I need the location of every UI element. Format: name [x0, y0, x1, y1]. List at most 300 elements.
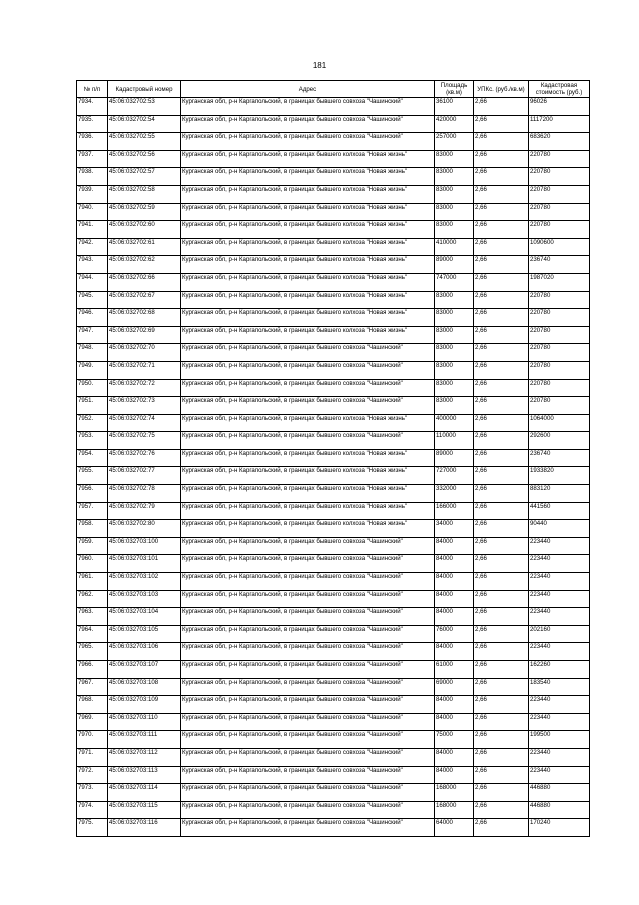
- table-row: [77, 696, 590, 714]
- cell-upks: 2,66: [474, 221, 529, 239]
- cell-cadastral-cost: 446880: [529, 784, 590, 802]
- cell-area: 84000: [435, 608, 474, 626]
- cell-cadastral-cost: 1987020: [529, 273, 590, 291]
- cell-cadastral-number: 45:06:032703:112: [108, 748, 181, 766]
- cell-address: Курганская обл, р-н Каргапольский, в границах бывшего колхоза "Новая жизнь": [181, 326, 435, 344]
- cell-area: 83000: [435, 344, 474, 362]
- cell-cadastral-cost: 1064000: [529, 414, 590, 432]
- cell-cadastral-number: 45:06:032702:68: [108, 309, 181, 327]
- cell-address: Курганская обл, р-н Каргапольский, в границах бывшего совхоза "Чашинский": [181, 115, 435, 133]
- cell-area: 64000: [435, 819, 474, 837]
- cell-num: 7966.: [77, 661, 108, 679]
- cell-cadastral-cost: 220780: [529, 168, 590, 186]
- cell-cadastral-cost: 220780: [529, 185, 590, 203]
- cell-address: Курганская обл, р-н Каргапольский, в границах бывшего совхоза "Чашинский": [181, 432, 435, 450]
- cell-cadastral-cost: 223440: [529, 696, 590, 714]
- cell-address: Курганская обл, р-н Каргапольский, в границах бывшего колхоза "Новая жизнь": [181, 414, 435, 432]
- cell-cadastral-cost: 1090600: [529, 238, 590, 256]
- cell-cadastral-cost: 220780: [529, 397, 590, 415]
- table-row: [77, 608, 590, 626]
- cell-address: Курганская обл, р-н Каргапольский, в границах бывшего колхоза "Новая жизнь": [181, 485, 435, 503]
- table-row: [77, 573, 590, 591]
- cell-upks: 2,66: [474, 344, 529, 362]
- cell-address: Курганская обл, р-н Каргапольский, в границах бывшего совхоза "Чашинский": [181, 537, 435, 555]
- cell-area: 83000: [435, 168, 474, 186]
- cell-upks: 2,66: [474, 625, 529, 643]
- header-cadastral-cost: Кадастровая стоимость (руб.): [529, 81, 590, 98]
- cell-cadastral-cost: 883120: [529, 485, 590, 503]
- table-row: [77, 661, 590, 679]
- cell-area: 84000: [435, 696, 474, 714]
- cell-upks: 2,66: [474, 696, 529, 714]
- cell-cadastral-cost: 220780: [529, 203, 590, 221]
- cell-upks: 2,66: [474, 115, 529, 133]
- cell-address: Курганская обл, р-н Каргапольский, в границах бывшего совхоза "Чашинский": [181, 573, 435, 591]
- cell-num: 7971.: [77, 748, 108, 766]
- cell-cadastral-number: 45:06:032702:61: [108, 238, 181, 256]
- cell-cadastral-number: 45:06:032702:62: [108, 256, 181, 274]
- cell-area: 34000: [435, 520, 474, 538]
- cell-area: 83000: [435, 203, 474, 221]
- table-row: [77, 273, 590, 291]
- cell-upks: 2,66: [474, 643, 529, 661]
- table-row: [77, 731, 590, 749]
- cell-num: 7953.: [77, 432, 108, 450]
- cell-num: 7945.: [77, 291, 108, 309]
- cell-cadastral-cost: 199500: [529, 731, 590, 749]
- cell-upks: 2,66: [474, 414, 529, 432]
- cell-area: 84000: [435, 713, 474, 731]
- cell-upks: 2,66: [474, 203, 529, 221]
- cell-num: 7969.: [77, 713, 108, 731]
- cell-cadastral-number: 45:06:032703:111: [108, 731, 181, 749]
- cell-cadastral-number: 45:06:032702:55: [108, 133, 181, 151]
- cell-cadastral-cost: 446880: [529, 801, 590, 819]
- cell-num: 7936.: [77, 133, 108, 151]
- cell-upks: 2,66: [474, 731, 529, 749]
- cell-area: 83000: [435, 309, 474, 327]
- cell-num: 7939.: [77, 185, 108, 203]
- cell-address: Курганская обл, р-н Каргапольский, в границах бывшего колхоза "Новая жизнь": [181, 150, 435, 168]
- table-row: [77, 150, 590, 168]
- cell-address: Курганская обл, р-н Каргапольский, в границах бывшего совхоза "Чашинский": [181, 608, 435, 626]
- cell-area: 89000: [435, 449, 474, 467]
- table-row: [77, 291, 590, 309]
- cell-cadastral-number: 45:06:032703:108: [108, 678, 181, 696]
- cell-address: Курганская обл, р-н Каргапольский, в границах бывшего совхоза "Чашинский": [181, 748, 435, 766]
- cell-cadastral-number: 45:06:032703:106: [108, 643, 181, 661]
- table-row: [77, 185, 590, 203]
- table-row: [77, 555, 590, 573]
- header-address: Адрес: [181, 81, 435, 98]
- cell-cadastral-cost: 223440: [529, 555, 590, 573]
- cell-area: 84000: [435, 555, 474, 573]
- cell-area: 75000: [435, 731, 474, 749]
- cell-cadastral-number: 45:06:032703:102: [108, 573, 181, 591]
- cell-area: 83000: [435, 185, 474, 203]
- cell-address: Курганская обл, р-н Каргапольский, в границах бывшего колхоза "Новая жизнь": [181, 168, 435, 186]
- cell-area: 69000: [435, 678, 474, 696]
- cell-upks: 2,66: [474, 537, 529, 555]
- cell-cadastral-cost: 202160: [529, 625, 590, 643]
- cell-upks: 2,66: [474, 520, 529, 538]
- cell-cadastral-number: 45:06:032702:60: [108, 221, 181, 239]
- cell-num: 7964.: [77, 625, 108, 643]
- cell-cadastral-number: 45:06:032702:69: [108, 326, 181, 344]
- cell-address: Курганская обл, р-н Каргапольский, в границах бывшего совхоза "Чашинский": [181, 625, 435, 643]
- cell-cadastral-number: 45:06:032703:105: [108, 625, 181, 643]
- cell-address: Курганская обл, р-н Каргапольский, в границах бывшего совхоза "Чашинский": [181, 379, 435, 397]
- cell-upks: 2,66: [474, 467, 529, 485]
- cell-address: Курганская обл, р-н Каргапольский, в границах бывшего совхоза "Чашинский": [181, 713, 435, 731]
- cell-area: 83000: [435, 221, 474, 239]
- cell-cadastral-cost: 162260: [529, 661, 590, 679]
- cell-num: 7970.: [77, 731, 108, 749]
- cell-upks: 2,66: [474, 309, 529, 327]
- cell-area: 166000: [435, 502, 474, 520]
- cell-address: Курганская обл, р-н Каргапольский, в границах бывшего колхоза "Новая жизнь": [181, 203, 435, 221]
- table-row: [77, 678, 590, 696]
- table-row: [77, 467, 590, 485]
- cell-cadastral-number: 45:06:032702:79: [108, 502, 181, 520]
- cell-cadastral-number: 45:06:032703:114: [108, 784, 181, 802]
- cell-cadastral-number: 45:06:032703:100: [108, 537, 181, 555]
- cell-num: 7948.: [77, 344, 108, 362]
- cell-cadastral-number: 45:06:032703:104: [108, 608, 181, 626]
- cell-area: 420000: [435, 115, 474, 133]
- cell-area: 84000: [435, 766, 474, 784]
- cell-upks: 2,66: [474, 766, 529, 784]
- cell-num: 7965.: [77, 643, 108, 661]
- cell-area: 84000: [435, 748, 474, 766]
- cell-upks: 2,66: [474, 150, 529, 168]
- cell-num: 7937.: [77, 150, 108, 168]
- cell-area: 61000: [435, 661, 474, 679]
- cell-area: 76000: [435, 625, 474, 643]
- cell-upks: 2,66: [474, 98, 529, 116]
- cell-upks: 2,66: [474, 379, 529, 397]
- cell-upks: 2,66: [474, 168, 529, 186]
- cell-num: 7941.: [77, 221, 108, 239]
- cell-cadastral-cost: 223440: [529, 766, 590, 784]
- cell-cadastral-number: 45:06:032702:53: [108, 98, 181, 116]
- table-row: [77, 414, 590, 432]
- cell-cadastral-cost: 223440: [529, 537, 590, 555]
- table-row: [77, 256, 590, 274]
- cell-num: 7934.: [77, 98, 108, 116]
- cell-address: Курганская обл, р-н Каргапольский, в границах бывшего совхоза "Чашинский": [181, 801, 435, 819]
- table-row: [77, 238, 590, 256]
- cell-num: 7946.: [77, 309, 108, 327]
- table-row: [77, 221, 590, 239]
- cell-cadastral-number: 45:06:032703:103: [108, 590, 181, 608]
- cell-upks: 2,66: [474, 801, 529, 819]
- cell-cadastral-cost: 223440: [529, 748, 590, 766]
- cell-num: 7957.: [77, 502, 108, 520]
- cell-num: 7954.: [77, 449, 108, 467]
- cell-cadastral-number: 45:06:032703:116: [108, 819, 181, 837]
- cell-cadastral-cost: 183540: [529, 678, 590, 696]
- cell-address: Курганская обл, р-н Каргапольский, в границах бывшего колхоза "Новая жизнь": [181, 449, 435, 467]
- cell-address: Курганская обл, р-н Каргапольский, в границах бывшего колхоза "Новая жизнь": [181, 502, 435, 520]
- table-row: [77, 502, 590, 520]
- cell-upks: 2,66: [474, 748, 529, 766]
- table-row: [77, 784, 590, 802]
- cell-cadastral-cost: 220780: [529, 361, 590, 379]
- table-row: [77, 766, 590, 784]
- cell-cadastral-cost: 441560: [529, 502, 590, 520]
- table-row: [77, 98, 590, 116]
- cell-num: 7961.: [77, 573, 108, 591]
- table-row: [77, 485, 590, 503]
- cell-cadastral-cost: 236740: [529, 449, 590, 467]
- cell-area: 332000: [435, 485, 474, 503]
- cell-upks: 2,66: [474, 573, 529, 591]
- cell-num: 7962.: [77, 590, 108, 608]
- cell-address: Курганская обл, р-н Каргапольский, в границах бывшего колхоза "Новая жизнь": [181, 291, 435, 309]
- cell-cadastral-cost: 236740: [529, 256, 590, 274]
- cell-upks: 2,66: [474, 256, 529, 274]
- cell-cadastral-cost: 220780: [529, 379, 590, 397]
- cell-cadastral-cost: 220780: [529, 150, 590, 168]
- cell-cadastral-cost: 223440: [529, 608, 590, 626]
- header-area: Площадь (кв.м): [435, 81, 474, 98]
- cell-area: 89000: [435, 256, 474, 274]
- table-row: [77, 344, 590, 362]
- cell-upks: 2,66: [474, 784, 529, 802]
- header-num: № п/п: [77, 81, 108, 98]
- cell-address: Курганская обл, р-н Каргапольский, в границах бывшего совхоза "Чашинский": [181, 766, 435, 784]
- cadastral-table: [76, 80, 590, 837]
- cell-address: Курганская обл, р-н Каргапольский, в границах бывшего совхоза "Чашинский": [181, 731, 435, 749]
- cell-address: Курганская обл, р-н Каргапольский, в границах бывшего совхоза "Чашинский": [181, 590, 435, 608]
- cell-cadastral-number: 45:06:032702:73: [108, 397, 181, 415]
- table-row: [77, 309, 590, 327]
- cell-upks: 2,66: [474, 678, 529, 696]
- cell-cadastral-number: 45:06:032702:54: [108, 115, 181, 133]
- cell-cadastral-number: 45:06:032702:70: [108, 344, 181, 362]
- page-number: 181: [312, 61, 327, 70]
- cell-num: 7975.: [77, 819, 108, 837]
- cell-cadastral-number: 45:06:032702:80: [108, 520, 181, 538]
- table-row: [77, 748, 590, 766]
- cell-cadastral-number: 45:06:032702:56: [108, 150, 181, 168]
- cell-area: 168000: [435, 784, 474, 802]
- cell-upks: 2,66: [474, 185, 529, 203]
- cell-cadastral-cost: 292600: [529, 432, 590, 450]
- table-row: [77, 449, 590, 467]
- cell-address: Курганская обл, р-н Каргапольский, в границах бывшего совхоза "Чашинский": [181, 784, 435, 802]
- cell-num: 7963.: [77, 608, 108, 626]
- cell-upks: 2,66: [474, 661, 529, 679]
- cell-cadastral-number: 45:06:032702:78: [108, 485, 181, 503]
- cell-area: 110000: [435, 432, 474, 450]
- cell-cadastral-number: 45:06:032702:77: [108, 467, 181, 485]
- cell-upks: 2,66: [474, 819, 529, 837]
- cell-upks: 2,66: [474, 608, 529, 626]
- cell-area: 84000: [435, 643, 474, 661]
- cell-cadastral-number: 45:06:032702:58: [108, 185, 181, 203]
- cell-cadastral-cost: 1117200: [529, 115, 590, 133]
- cell-num: 7955.: [77, 467, 108, 485]
- cell-cadastral-cost: 96026: [529, 98, 590, 116]
- cell-num: 7947.: [77, 326, 108, 344]
- cell-area: 83000: [435, 361, 474, 379]
- cell-cadastral-cost: 1933820: [529, 467, 590, 485]
- cell-cadastral-cost: 223440: [529, 713, 590, 731]
- cell-cadastral-cost: 223440: [529, 590, 590, 608]
- cell-num: 7973.: [77, 784, 108, 802]
- cell-address: Курганская обл, р-н Каргапольский, в границах бывшего совхоза "Чашинский": [181, 643, 435, 661]
- cell-upks: 2,66: [474, 432, 529, 450]
- cell-upks: 2,66: [474, 590, 529, 608]
- cell-area: 36100: [435, 98, 474, 116]
- cell-upks: 2,66: [474, 238, 529, 256]
- table-header-row: [77, 81, 590, 98]
- cell-address: Курганская обл, р-н Каргапольский, в границах бывшего колхоза "Новая жизнь": [181, 238, 435, 256]
- cell-num: 7950.: [77, 379, 108, 397]
- cell-area: 727000: [435, 467, 474, 485]
- cell-address: Курганская обл, р-н Каргапольский, в границах бывшего колхоза "Новая жизнь": [181, 273, 435, 291]
- cell-num: 7960.: [77, 555, 108, 573]
- cell-cadastral-number: 45:06:032702:71: [108, 361, 181, 379]
- cell-num: 7967.: [77, 678, 108, 696]
- cell-num: 7959.: [77, 537, 108, 555]
- cell-num: 7935.: [77, 115, 108, 133]
- cell-address: Курганская обл, р-н Каргапольский, в границах бывшего колхоза "Новая жизнь": [181, 256, 435, 274]
- cell-cadastral-number: 45:06:032703:113: [108, 766, 181, 784]
- cell-cadastral-number: 45:06:032703:109: [108, 696, 181, 714]
- cell-address: Курганская обл, р-н Каргапольский, в границах бывшего совхоза "Чашинский": [181, 555, 435, 573]
- cell-address: Курганская обл, р-н Каргапольский, в границах бывшего совхоза "Чашинский": [181, 661, 435, 679]
- cell-num: 7952.: [77, 414, 108, 432]
- cell-address: Курганская обл, р-н Каргапольский, в границах бывшего совхоза "Чашинский": [181, 678, 435, 696]
- cell-num: 7943.: [77, 256, 108, 274]
- cell-upks: 2,66: [474, 273, 529, 291]
- cell-upks: 2,66: [474, 555, 529, 573]
- cell-cadastral-number: 45:06:032702:57: [108, 168, 181, 186]
- cell-area: 84000: [435, 590, 474, 608]
- cell-cadastral-cost: 220780: [529, 344, 590, 362]
- cell-area: 400000: [435, 414, 474, 432]
- cell-address: Курганская обл, р-н Каргапольский, в границах бывшего совхоза "Чашинский": [181, 397, 435, 415]
- cell-num: 7951.: [77, 397, 108, 415]
- table-row: [77, 432, 590, 450]
- cell-cadastral-number: 45:06:032702:67: [108, 291, 181, 309]
- cell-area: 83000: [435, 397, 474, 415]
- cell-area: 83000: [435, 326, 474, 344]
- table-row: [77, 520, 590, 538]
- cell-cadastral-cost: 683620: [529, 133, 590, 151]
- cell-num: 7940.: [77, 203, 108, 221]
- header-cadastral-number: Кадастровый номер: [108, 81, 181, 98]
- cell-cadastral-number: 45:06:032703:101: [108, 555, 181, 573]
- cell-cadastral-number: 45:06:032702:59: [108, 203, 181, 221]
- cell-address: Курганская обл, р-н Каргапольский, в границах бывшего совхоза "Чашинский": [181, 819, 435, 837]
- table-row: [77, 801, 590, 819]
- table-row: [77, 361, 590, 379]
- cell-num: 7949.: [77, 361, 108, 379]
- cell-cadastral-number: 45:06:032702:66: [108, 273, 181, 291]
- cell-area: 83000: [435, 379, 474, 397]
- table-row: [77, 115, 590, 133]
- table-row: [77, 537, 590, 555]
- cell-area: 747000: [435, 273, 474, 291]
- cell-address: Курганская обл, р-н Каргапольский, в границах бывшего совхоза "Чашинский": [181, 361, 435, 379]
- cell-cadastral-number: 45:06:032703:110: [108, 713, 181, 731]
- cell-cadastral-number: 45:06:032703:115: [108, 801, 181, 819]
- cell-upks: 2,66: [474, 502, 529, 520]
- cell-cadastral-cost: 90440: [529, 520, 590, 538]
- cell-cadastral-number: 45:06:032702:74: [108, 414, 181, 432]
- cell-address: Курганская обл, р-н Каргапольский, в границах бывшего колхоза "Новая жизнь": [181, 520, 435, 538]
- cell-num: 7972.: [77, 766, 108, 784]
- cell-upks: 2,66: [474, 449, 529, 467]
- cell-upks: 2,66: [474, 485, 529, 503]
- table-row: [77, 643, 590, 661]
- table-row: [77, 379, 590, 397]
- cell-area: 84000: [435, 573, 474, 591]
- cell-cadastral-cost: 170240: [529, 819, 590, 837]
- cell-upks: 2,66: [474, 133, 529, 151]
- table-row: [77, 203, 590, 221]
- cell-cadastral-number: 45:06:032702:76: [108, 449, 181, 467]
- cell-area: 410000: [435, 238, 474, 256]
- cell-area: 257000: [435, 133, 474, 151]
- cell-area: 84000: [435, 537, 474, 555]
- table-row: [77, 168, 590, 186]
- cell-num: 7956.: [77, 485, 108, 503]
- cell-area: 83000: [435, 150, 474, 168]
- header-upks: УПКс. (руб./кв.м): [474, 81, 529, 98]
- cell-upks: 2,66: [474, 713, 529, 731]
- cell-cadastral-cost: 220780: [529, 309, 590, 327]
- cell-cadastral-cost: 220780: [529, 326, 590, 344]
- cell-cadastral-number: 45:06:032702:72: [108, 379, 181, 397]
- cell-upks: 2,66: [474, 326, 529, 344]
- cell-cadastral-cost: 220780: [529, 291, 590, 309]
- table-row: [77, 625, 590, 643]
- cell-cadastral-cost: 223440: [529, 573, 590, 591]
- cell-cadastral-number: 45:06:032702:75: [108, 432, 181, 450]
- cell-area: 168000: [435, 801, 474, 819]
- cell-upks: 2,66: [474, 397, 529, 415]
- cell-address: Курганская обл, р-н Каргапольский, в границах бывшего колхоза "Новая жизнь": [181, 467, 435, 485]
- cell-cadastral-number: 45:06:032703:107: [108, 661, 181, 679]
- table-row: [77, 590, 590, 608]
- table-row: [77, 397, 590, 415]
- cell-address: Курганская обл, р-н Каргапольский, в границах бывшего колхоза "Новая жизнь": [181, 221, 435, 239]
- cell-num: 7944.: [77, 273, 108, 291]
- cell-cadastral-cost: 223440: [529, 643, 590, 661]
- cell-num: 7938.: [77, 168, 108, 186]
- table-row: [77, 326, 590, 344]
- cell-upks: 2,66: [474, 291, 529, 309]
- table-row: [77, 713, 590, 731]
- table-row: [77, 819, 590, 837]
- cell-address: Курганская обл, р-н Каргапольский, в границах бывшего совхоза "Чашинский": [181, 696, 435, 714]
- cell-address: Курганская обл, р-н Каргапольский, в границах бывшего колхоза "Новая жизнь": [181, 185, 435, 203]
- cell-address: Курганская обл, р-н Каргапольский, в границах бывшего колхоза "Новая жизнь": [181, 309, 435, 327]
- cell-num: 7974.: [77, 801, 108, 819]
- cell-cadastral-cost: 220780: [529, 221, 590, 239]
- cell-area: 83000: [435, 291, 474, 309]
- table-row: [77, 133, 590, 151]
- cell-address: Курганская обл, р-н Каргапольский, в границах бывшего совхоза "Чашинский": [181, 98, 435, 116]
- cell-num: 7958.: [77, 520, 108, 538]
- cell-address: Курганская обл, р-н Каргапольский, в границах бывшего совхоза "Чашинский": [181, 133, 435, 151]
- cell-num: 7968.: [77, 696, 108, 714]
